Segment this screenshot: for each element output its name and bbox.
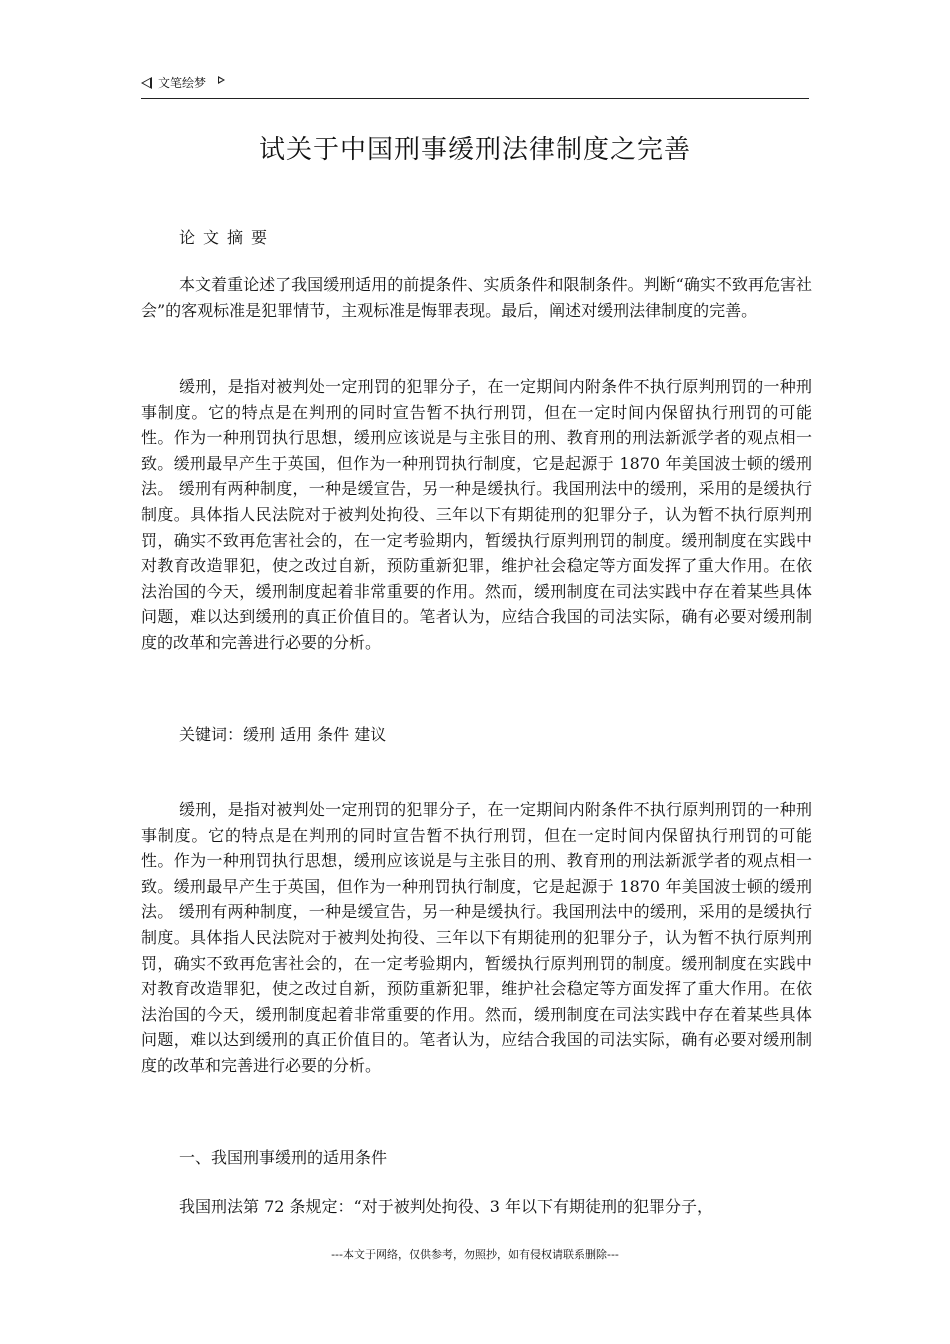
- right-triangle-icon: [218, 76, 225, 84]
- footer-notice: ---本文于网络，仅供参考，勿照抄，如有侵权请联系删除---: [331, 1248, 619, 1261]
- body-paragraph-1: 缓刑，是指对被判处一定刑罚的犯罪分子，在一定期间内附条件不执行原判刑罚的一种刑事制度。它的特点是在判刑的同时宣告暂不执行刑罚，但在一定时间内保留执行刑罚的可能性。作为一种刑罚执行思想，缓刑应该说是与主张目的刑、教育刑的刑法新派学者的观点相一致。缓刑最早产生于英国，但作为一种刑罚执行制度，它是起源于 1870 年美国波士顿的缓刑法。 缓刑有两种制度，一种是缓宣告，另一种是缓执行。我国刑法中的缓刑，采用的是缓执行制度。具体指人民法院对于被判处拘役、三年以下有期徒刑的犯罪分子，认为暂不执行原判刑罚，确实不致再危害社会的，在一定考验期内，暂缓执行原判刑罚的制度。缓刑制度在实践中对教育改造罪犯，使之改过自新，预防重新犯罪，维护社会稳定等方面发挥了重大作用。在依法治国的今天，缓刑制度起着非常重要的作用。然而，缓刑制度在司法实践中存在着某些具体问题，难以达到缓刑的真正价值目的。笔者认为，应结合我国的司法实际，确有必要对缓刑制度的改革和完善进行必要的分析。: [141, 377, 812, 652]
- abstract-heading: 论文摘要: [179, 228, 276, 247]
- left-triangle-icon: [141, 77, 152, 89]
- document-title: 试关于中国刑事缓刑法律制度之完善: [258, 135, 691, 165]
- section-1-heading: 一、我国刑事缓刑的适用条件: [179, 1148, 388, 1167]
- header-brand: [141, 75, 225, 91]
- abstract-paragraph: 本文着重论述了我国缓刑适用的前提条件、实质条件和限制条件。判断“确实不致再危害社会”的客观标准是犯罪情节，主观标准是悔罪表现。最后，阐述对缓刑法律制度的完善。: [141, 275, 812, 320]
- page-header: [141, 74, 809, 99]
- keywords-line: 关键词：缓刑 适用 条件 建议: [179, 725, 387, 744]
- header-label: 文笔绘梦: [158, 76, 207, 90]
- body-paragraph-2: 缓刑，是指对被判处一定刑罚的犯罪分子，在一定期间内附条件不执行原判刑罚的一种刑事制度。它的特点是在判刑的同时宣告暂不执行刑罚，但在一定时间内保留执行刑罚的可能性。作为一种刑罚执行思想，缓刑应该说是与主张目的刑、教育刑的刑法新派学者的观点相一致。缓刑最早产生于英国，但作为一种刑罚执行制度，它是起源于 1870 年美国波士顿的缓刑法。 缓刑有两种制度，一种是缓宣告，另一种是缓执行。我国刑法中的缓刑，采用的是缓执行制度。具体指人民法院对于被判处拘役、三年以下有期徒刑的犯罪分子，认为暂不执行原判刑罚，确实不致再危害社会的，在一定考验期内，暂缓执行原判刑罚的制度。缓刑制度在实践中对教育改造罪犯，使之改过自新，预防重新犯罪，维护社会稳定等方面发挥了重大作用。在依法治国的今天，缓刑制度起着非常重要的作用。然而，缓刑制度在司法实践中存在着某些具体问题，难以达到缓刑的真正价值目的。笔者认为，应结合我国的司法实际，确有必要对缓刑制度的改革和完善进行必要的分析。: [141, 800, 812, 1075]
- section-1-text: 我国刑法第 72 条规定：“对于被判处拘役、3 年以下有期徒刑的犯罪分子，: [179, 1197, 713, 1216]
